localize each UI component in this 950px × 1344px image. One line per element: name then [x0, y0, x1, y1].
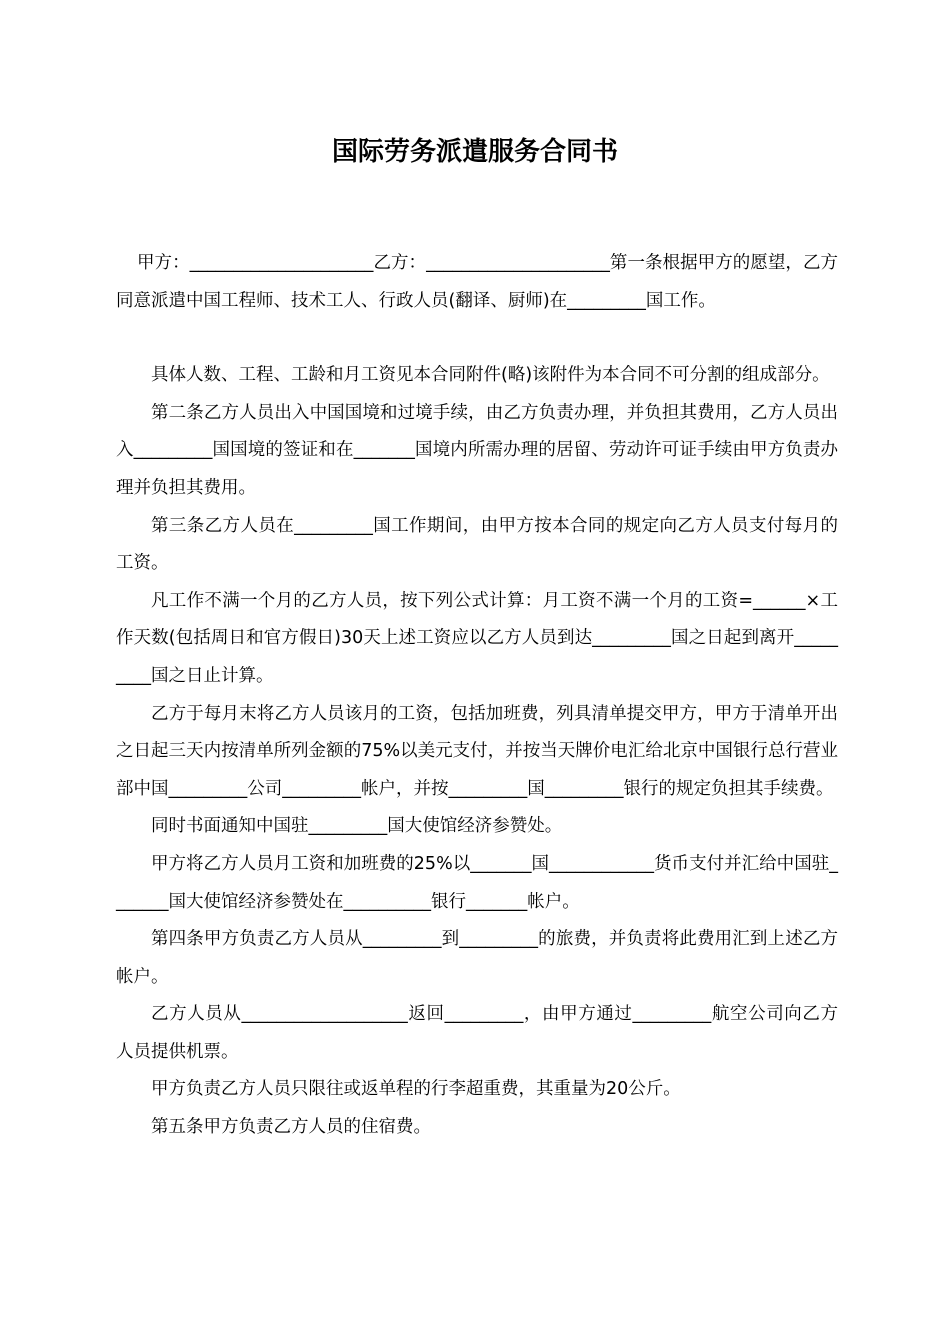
document-body — [116, 245, 838, 1147]
paragraph-remaining-payment: 甲方将乙方人员月工资和加班费的25%以_______国____________货币支付并汇给中国驻_______国大使馆经济参赞处在__________银行_______帐户。 — [116, 853, 838, 912]
paragraph-return-tickets: 乙方人员从___________________返回_________，由甲方通过_________航空公司向乙方人员提供机票。 — [116, 1004, 838, 1062]
document-title: 国际劳务派遣服务合同书 — [331, 137, 618, 167]
paragraph-article-3: 第三条乙方人员在_________国工作期间，由甲方按本合同的规定向乙方人员支付每月的工资。 — [116, 515, 838, 574]
paragraph-article-4: 第四条甲方负责乙方人员从_________到_________的旅费，并负责将此费用汇到上述乙方帐户。 — [116, 929, 838, 987]
paragraph-monthly-payment: 乙方于每月末将乙方人员该月的工资，包括加班费，列具清单提交甲方，甲方于清单开出之日起三天内按清单所列金额的75%以美元支付，并按当天牌价电汇给北京中国银行总行营业部中国_________公司_________帐户，并按_________国_________银行的规定负担其手续费。 — [116, 703, 838, 799]
paragraph-luggage: 甲方负责乙方人员只限往或返单程的行李超重费，其重量为20公斤。 — [151, 1079, 681, 1100]
paragraph-staff-details: 具体人数、工程、工龄和月工资见本合同附件(略)该附件为本合同不可分割的组成部分。 — [151, 365, 830, 386]
paragraph-partial-month-wage: 凡工作不满一个月的乙方人员，按下列公式计算：月工资不满一个月的工资=______×工作天数(包括周日和官方假日)30天上述工资应以乙方人员到达_________国之日起到离开_________国之日止计算。 — [116, 590, 838, 686]
paragraph-article-1: 甲方：_____________________乙方：_____________________第一条根据甲方的愿望，乙方同意派遣中国工程师、技术工人、行政人员(翻译、厨师)在_________国工作。 — [116, 253, 838, 311]
paragraph-article-5: 第五条甲方负责乙方人员的住宿费。 — [151, 1117, 431, 1138]
paragraph-embassy-notice: 同时书面通知中国驻_________国大使馆经济参赞处。 — [151, 816, 563, 837]
paragraph-article-2: 第二条乙方人员出入中国国境和过境手续，由乙方负责办理，并负担其费用，乙方人员出入_________国国境的签证和在_______国境内所需办理的居留、劳动许可证手续由甲方负责办理并负担其费用。 — [116, 402, 838, 498]
